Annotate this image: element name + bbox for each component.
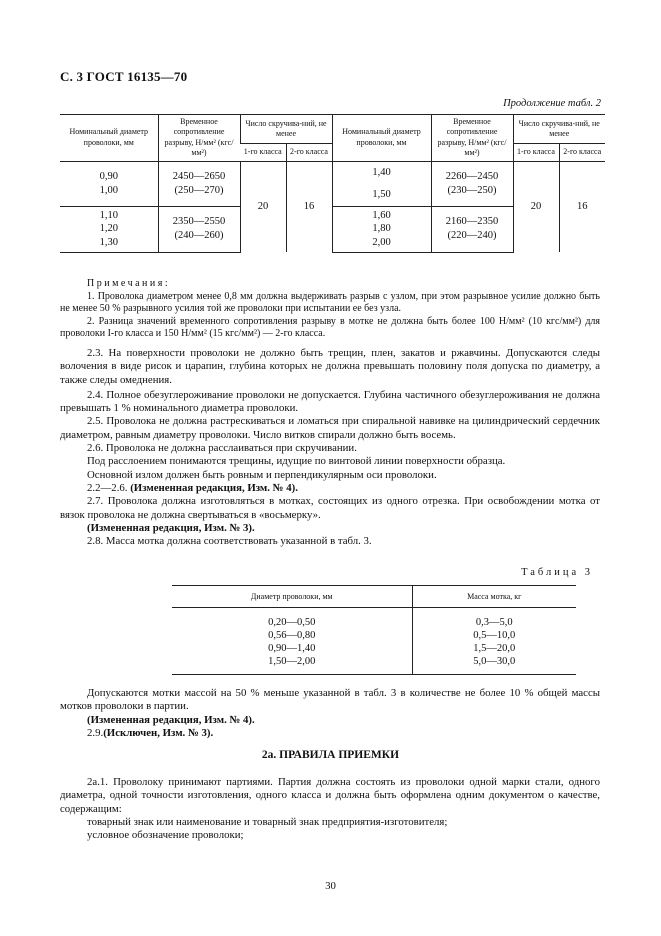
col-strength-header-right: Временное сопротивление разрыву, Н/мм² (кгс/мм²) [431,115,513,162]
paragraph-2-3: 2.3. На поверхности проволоки не должно быть трещин, плен, закатов и ржавчины. Допускаются следы волочения в виде рисок и царапин, глубина которых не должна превышать половину поля допуска по диаметру, а также следы омеднения. [60,347,600,386]
table-cell: 2260—2450 (230—250) [431,161,513,206]
table-cell: 0,20—0,50 0,56—0,80 0,90—1,40 1,50—2,00 [172,608,412,675]
list-item-designation: условное обозначение проволоки; [87,829,244,842]
table-cell: 1,10 1,20 1,30 [60,206,158,252]
acceptance-rules [60,776,600,842]
col-class1-header: 1-го класса [240,144,286,161]
table-3 [172,585,576,675]
list-item-trademark: товарный знак или наименование и товарный знак предприятия-изготовителя; [87,815,448,828]
col-twists-header: Число скручива-ний, не менее [240,115,332,144]
body-text-after-table [60,687,600,740]
amendment-2-2-2-6: 2.2—2.6. (Измененная редакция, Изм. № 4). [87,481,298,494]
notes-block [60,278,600,341]
paragraph-2-6c: Основной излом должен быть ровным и перпендикулярным оси проволоки. [87,468,437,481]
table-cell: 16 [286,161,332,252]
paragraph-2-9: 2.9.(Исключен, Изм. № 3). [87,726,214,739]
col-strength-header: Временное сопротивление разрыву, Н/мм² (кгс/мм²) [158,115,240,162]
amendment-2-7: (Измененная редакция, Изм. № 3). [87,521,255,534]
table-3-caption: Таблица 3 [521,567,593,578]
col-mass-header: Масса мотка, кг [412,586,576,608]
paragraph-2-5: 2.5. Проволока не должна растрескиваться и ломаться при спиральной навивке на цилиндрический сердечник диаметром, равным диаметру проволоки. Число витков спирали должно быть восемь. [60,415,600,441]
table-cell: 20 [513,161,559,252]
paragraph-2-4: 2.4. Полное обезуглероживание проволоки не допускается. Глубина частичного обезуглероживания не должна превышать 1 % номинального диаметра проволоки. [60,388,600,415]
paragraph-2-6: 2.6. Проволока не должна расслаиваться при скручивании. [87,442,357,455]
section-title: 2а. ПРАВИЛА ПРИЕМКИ [261,749,400,761]
col-class2-header: 2-го класса [286,144,332,161]
table-cell: 1,60 1,80 2,00 [332,206,431,252]
table-2 [60,114,605,253]
page-number: 30 [325,880,336,892]
col-class2-header-right: 2-го класса [559,144,605,161]
page-header: С. 3 ГОСТ 16135—70 [60,69,188,84]
col-diameter-header-right: Номинальный диаметр проволоки, мм [332,115,431,162]
col-twists-header-right: Число скручива-ний, не менее [513,115,605,144]
table-cell: 0,90 1,00 [99,170,118,196]
table-cell: 0,3—5,0 0,5—10,0 1,5—20,0 5,0—30,0 [412,608,576,675]
table-cell: 1,40 1,50 [332,161,431,206]
col-diameter-header: Диаметр проволоки, мм [172,586,412,608]
table-cell: 16 [559,161,605,252]
table-cell: 2450—2650 (250—270) [158,161,240,206]
paragraph-2-8: 2.8. Масса мотка должна соответствовать указанной в табл. 3. [87,535,372,548]
note-1: 1. Проволока диаметром менее 0,8 мм должна выдерживать разрыв с узлом, при этом разрывное усилие должно быть не менее 50 % разрывного усилия той же проволоки при испытании ее без узла. [60,290,600,314]
table-cell: 2350—2550 (240—260) [158,206,240,252]
col-diameter-header: Номинальный диаметр проволоки, мм [60,115,158,162]
amendment-mass: (Измененная редакция, Изм. № 4). [87,713,255,726]
notes-title: Примечания: [87,278,171,289]
paragraph-2a-1: 2а.1. Проволоку принимают партиями. Партия должна состоять из проволоки одной марки стали, одного диаметра, одной точности изготовления, одного класса и должна быть оформлена одним документом о качестве, содержащим: [60,776,600,815]
note-2: 2. Разница значений временного сопротивления разрыву в мотке не должна быть более 100 Н/мм² (10 кгс/мм²) для проволоки I-го класса и 150 Н/мм² (15 кгс/мм²) — 2-го класса. [60,315,600,339]
paragraph-2-7: 2.7. Проволока должна изготовляться в мотках, состоящих из одного отрезка. При освобождении мотка от вязок проволока не должна свертываться в «восьмерку». [60,495,600,521]
table-cell: 2160—2350 (220—240) [431,206,513,252]
paragraph-2-6b: Под расслоением понимаются трещины, идущие по винтовой линии поверхности образца. [87,455,506,468]
table-cell: 20 [240,161,286,252]
table-continuation-label: Продолжение табл. 2 [503,98,601,109]
paragraph-mass-tolerance: Допускаются мотки массой на 50 % меньше указанной в табл. 3 в количестве не более 10 % общей массы мотков проволоки в партии. [60,687,600,713]
body-text [60,347,600,548]
col-class1-header-right: 1-го класса [513,144,559,161]
